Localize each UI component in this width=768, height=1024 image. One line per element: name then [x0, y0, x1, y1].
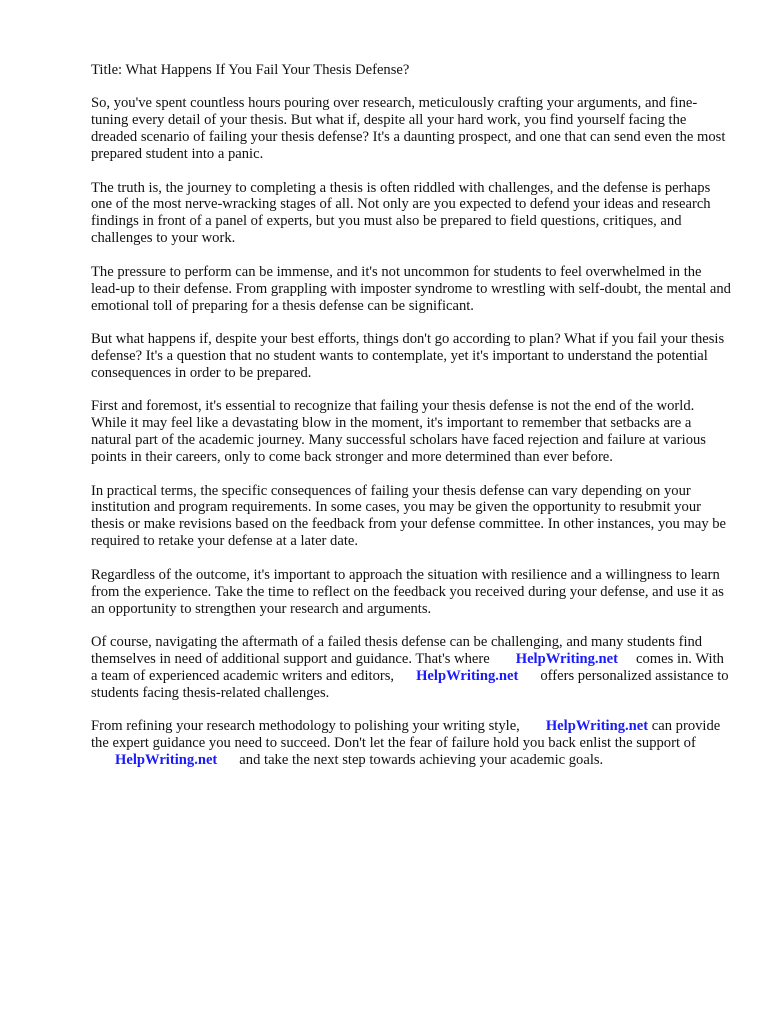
- document-body: [91, 62, 731, 786]
- paragraph-9-text-a: From refining your research methodology to polishing your writing style,: [91, 718, 520, 735]
- paragraph-5: [91, 398, 731, 466]
- paragraph-2-text: The truth is, the journey to completing a thesis is often riddled with challenges, and the defense is perhaps one of the most nerve-wracking stages of all. Not only are you expected to defend your ideas and research findings in front of a panel of experts, but you must also be prepared to field questions, critiques, and challenges to your work.: [91, 179, 711, 247]
- paragraph-1-text: So, you've spent countless hours pouring over research, meticulously crafting your arguments, and fine-tuning every detail of your thesis. But what if, despite all your hard work, you find yourself facing the dreaded scenario of failing your thesis defense? It's a daunting prospect, and one that can send even the most prepared student into a panic.: [91, 95, 726, 163]
- paragraph-6-text: In practical terms, the specific consequences of failing your thesis defense can vary depending on your institution and program requirements. In some cases, you may be given the opportunity to resubmit your thesis or make revisions based on the feedback from your defense committee. In other instances, you may be required to retake your defense at a later date.: [91, 482, 727, 550]
- paragraph-2: [91, 180, 731, 248]
- paragraph-8-text-b: comes in. With a team of experienced academic writers and editors,: [91, 651, 724, 684]
- paragraph-9-text-c: and take the next step towards achieving your academic goals.: [239, 752, 604, 769]
- paragraph-4: [91, 331, 731, 382]
- paragraph-9: [91, 718, 731, 769]
- paragraph-1: [91, 95, 731, 163]
- paragraph-6: [91, 483, 731, 551]
- paragraph-3-text: The pressure to perform can be immense, and it's not uncommon for students to feel overwhelmed in the lead-up to their defense. From grappling with imposter syndrome to wrestling with self-doubt, the mental and emotional toll of preparing for a thesis defense can be significant.: [91, 263, 731, 314]
- paragraph-8-text-c: offers personalized assistance to students facing thesis-related challenges.: [91, 667, 729, 701]
- helpwriting-link[interactable]: HelpWriting.net: [115, 752, 218, 769]
- paragraph-8-text-a: Of course, navigating the aftermath of a failed thesis defense can be challenging, and many students find themselves in need of additional support and guidance. That's where: [91, 634, 703, 668]
- helpwriting-link[interactable]: HelpWriting.net: [545, 718, 649, 735]
- paragraph-8: [91, 634, 731, 702]
- paragraph-3: [91, 264, 731, 315]
- paragraph-4-text: But what happens if, despite your best efforts, things don't go according to plan? What if you fail your thesis defense? It's a question that no student wants to contemplate, yet it's important to understand the potential consequences in order to be prepared.: [91, 331, 725, 381]
- paragraph-9-text-b: can provide the expert guidance you need to succeed. Don't let the fear of failure hold you back enlist the support of: [91, 718, 721, 752]
- document-title: [91, 62, 731, 79]
- paragraph-7: [91, 567, 731, 618]
- paragraph-7-text: Regardless of the outcome, it's important to approach the situation with resilience and a willingness to learn from the experience. Take the time to reflect on the feedback you received during your defense, and use it as an opportunity to strengthen your research and arguments.: [91, 566, 724, 617]
- helpwriting-link[interactable]: HelpWriting.net: [416, 667, 519, 684]
- paragraph-5-text: First and foremost, it's essential to recognize that failing your thesis defense is not the end of the world. While it may feel like a devastating blow in the moment, it's important to remember that setbacks are a natural part of the academic journey. Many successful scholars have faced rejection and failure at various points in their careers, only to come back stronger and more determined than ever before.: [91, 398, 706, 466]
- helpwriting-link[interactable]: HelpWriting.net: [515, 651, 619, 668]
- document-title-text: Title: What Happens If You Fail Your Thesis Defense?: [91, 62, 410, 78]
